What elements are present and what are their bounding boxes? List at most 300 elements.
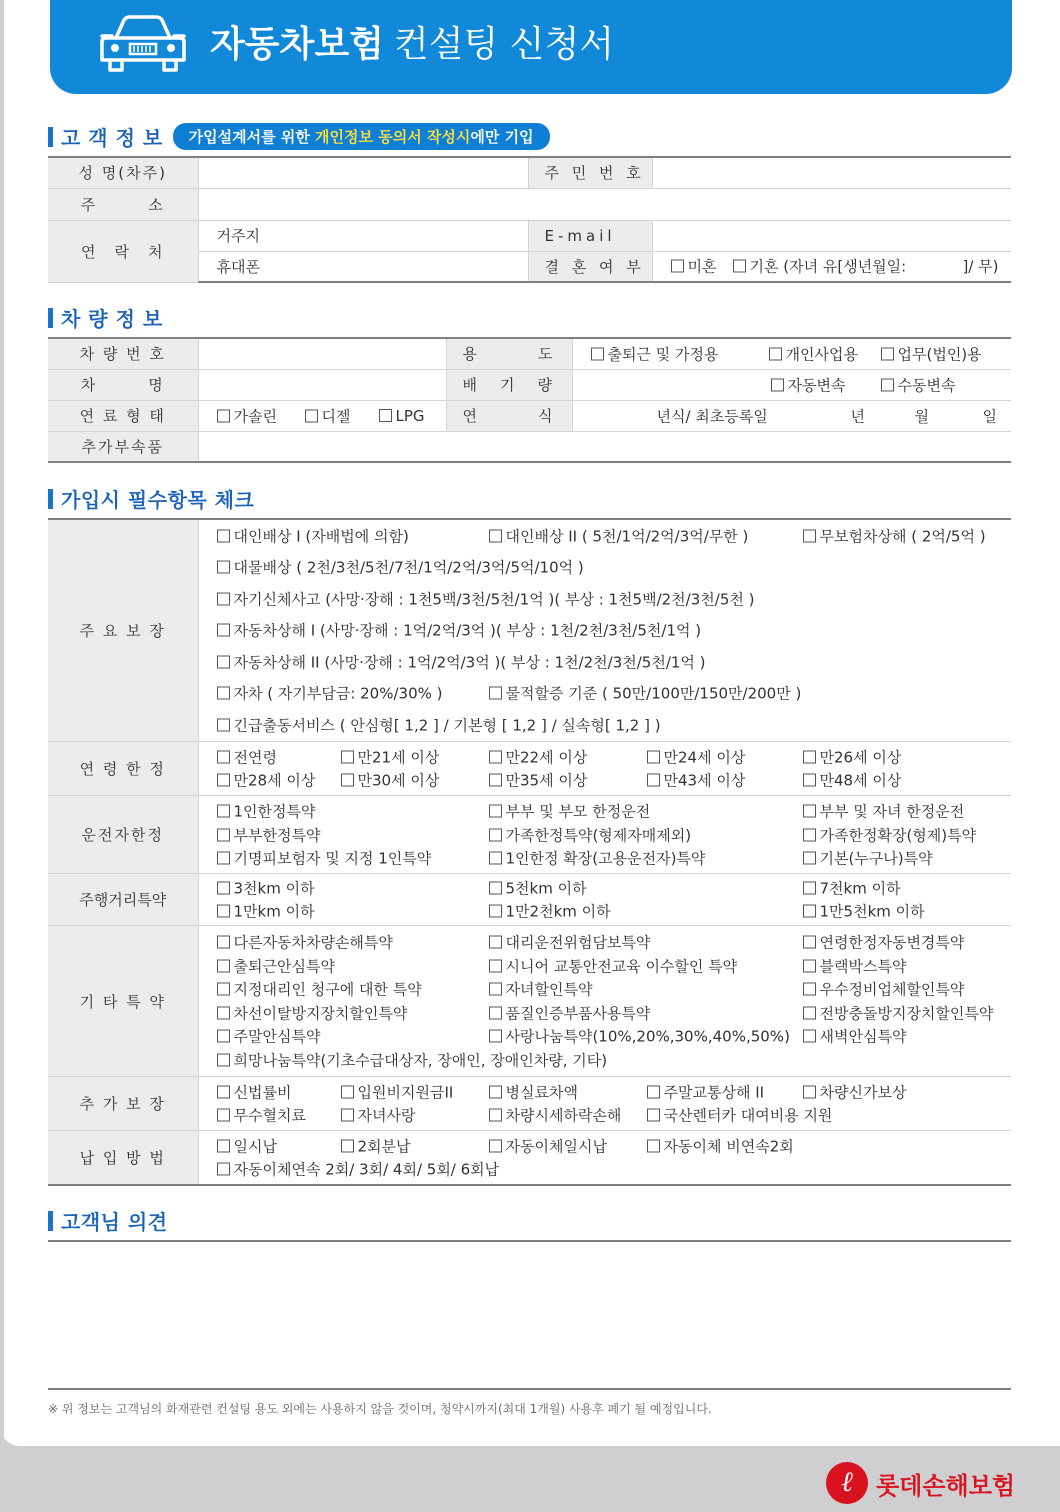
- badge-pre: 가입설계서를 위한: [188, 128, 316, 146]
- main-r5[interactable]: [217, 651, 706, 672]
- pay-a3-text: 자동이체일시납: [505, 1137, 607, 1155]
- main-r7[interactable]: [217, 714, 661, 735]
- fuel-gasoline-option[interactable]: [217, 405, 277, 426]
- vehicle-table: [48, 337, 1011, 463]
- checkbox[interactable]: [489, 983, 502, 996]
- checkbox[interactable]: [341, 750, 354, 763]
- name-field[interactable]: [198, 157, 528, 188]
- extra-a2-text: 입원비지원금II: [357, 1083, 454, 1102]
- title-bold: 자동차보험: [210, 24, 384, 65]
- checkbox[interactable]: [803, 959, 816, 972]
- checkbox[interactable]: [489, 1006, 502, 1019]
- checkbox[interactable]: [803, 529, 816, 542]
- other-d1-text: 차선이탈방지장치할인특약: [233, 1004, 408, 1023]
- mileage-label: 주행거리특약: [48, 874, 198, 926]
- checkbox[interactable]: [341, 1085, 354, 1098]
- mileage-b1-text: 1만km 이하: [233, 902, 315, 921]
- mileage-a2-text: 5천km 이하: [505, 879, 587, 898]
- extra-a4[interactable]: [647, 1081, 765, 1102]
- extra-b2-text: 자녀사랑: [357, 1106, 416, 1125]
- consent-badge: [173, 123, 550, 150]
- checkbox[interactable]: [881, 347, 894, 360]
- main-r7-text: 긴급출동서비스 ( 안심형[ 1,2 ] / 기본형 [ 1,2 ] / 실속형[ 1,2 ] ): [233, 716, 661, 734]
- section-marker: [48, 308, 53, 328]
- checkbox[interactable]: [803, 1006, 816, 1019]
- main-row-1: [217, 520, 1012, 551]
- extra-b1-text: 무수혈치료: [233, 1106, 306, 1125]
- model-label: 차 명: [48, 369, 198, 400]
- driver-c1-text: 기명피보험자 및 지정 1인특약: [233, 849, 432, 868]
- checkbox[interactable]: [489, 881, 502, 894]
- checkbox[interactable]: [217, 983, 230, 996]
- checkbox[interactable]: [217, 623, 230, 636]
- other-a3-text: 연령한정자동변경특약: [819, 933, 965, 952]
- payment-label: 납 입 방 법: [48, 1131, 198, 1185]
- other-c2[interactable]: [489, 979, 593, 1000]
- address-field[interactable]: [198, 188, 1011, 220]
- fuel-gasoline-text: 가솔린: [233, 407, 277, 425]
- checkbox[interactable]: [379, 409, 392, 422]
- driver-b2[interactable]: [489, 824, 692, 845]
- marital-options: [652, 251, 1011, 282]
- extra-options: [198, 1077, 1011, 1131]
- other-e1[interactable]: [217, 1026, 321, 1047]
- other-c3[interactable]: [803, 979, 965, 1000]
- section-vehicle-header: [48, 303, 163, 332]
- plate-label: 차 량 번 호: [48, 338, 198, 369]
- age-a4-text: 만24세 이상: [663, 748, 746, 767]
- email-label: E-mail: [528, 220, 652, 251]
- checkbox[interactable]: [217, 718, 230, 731]
- accessory-label: 추가부속품: [48, 431, 198, 462]
- other-e3[interactable]: [803, 1026, 907, 1047]
- checkbox[interactable]: [217, 905, 230, 918]
- checkbox[interactable]: [217, 805, 230, 818]
- section-title: 고 객 정 보: [61, 126, 163, 150]
- checkbox[interactable]: [647, 750, 660, 763]
- checkbox[interactable]: [489, 805, 502, 818]
- checkbox[interactable]: [591, 347, 604, 360]
- checkbox[interactable]: [803, 905, 816, 918]
- main-r1a[interactable]: [217, 525, 409, 546]
- other-a3[interactable]: [803, 932, 965, 953]
- checkbox[interactable]: [489, 774, 502, 787]
- section-opinion-header: [48, 1206, 168, 1235]
- checkbox[interactable]: [803, 936, 816, 949]
- header-banner: [50, 0, 1012, 94]
- main-r5-text: 자동차상해 II (사망·장해 : 1억/2억/3억 )( 부상 : 1천/2천/3천/5천/1억 ): [233, 653, 706, 671]
- extra-a4-text: 주말교통상해 II: [663, 1083, 765, 1102]
- home-phone-field[interactable]: [198, 220, 528, 251]
- main-r1b-text: 대인배상 II ( 5천/1억/2억/3억/무한 ): [505, 527, 749, 545]
- use-business-text: 개인사업용: [785, 345, 858, 364]
- checkbox[interactable]: [647, 1085, 660, 1098]
- other-f1[interactable]: [217, 1049, 608, 1070]
- age-b3[interactable]: [489, 770, 588, 791]
- checkbox[interactable]: [217, 592, 230, 605]
- checkbox[interactable]: [489, 959, 502, 972]
- checkbox[interactable]: [489, 1139, 502, 1152]
- pay-a4[interactable]: [647, 1135, 794, 1156]
- use-commute-option[interactable]: [591, 343, 719, 364]
- section-marker: [48, 1211, 53, 1231]
- auto-option[interactable]: [771, 374, 846, 395]
- checkbox[interactable]: [217, 1053, 230, 1066]
- main-coverage-options: [198, 519, 1011, 742]
- mobile-field[interactable]: [198, 251, 528, 282]
- brand-mark-icon: ℓ: [826, 1462, 868, 1504]
- checkbox[interactable]: [217, 1139, 230, 1152]
- section-marker: [48, 127, 53, 147]
- fuel-lpg-text: LPG: [395, 406, 425, 425]
- checkbox[interactable]: [341, 774, 354, 787]
- extra-label: 추 가 보 장: [48, 1077, 198, 1131]
- driver-c2-text: 1인한정 확장(고용운전자)특약: [505, 849, 706, 868]
- age-options: [198, 742, 1011, 796]
- fuel-diesel-text: 디젤: [321, 407, 351, 425]
- checkbox[interactable]: [217, 1006, 230, 1019]
- married-text: 기혼 (자녀 유[생년월일:: [749, 257, 907, 276]
- fuel-options: [198, 400, 446, 431]
- checkbox[interactable]: [489, 828, 502, 841]
- section-title: 가입시 필수항목 체크: [61, 488, 255, 512]
- checkbox[interactable]: [803, 828, 816, 841]
- age-b5-text: 만48세 이상: [819, 771, 902, 790]
- extra-a3-text: 병실료차액: [505, 1083, 578, 1102]
- checkbox[interactable]: [341, 1109, 354, 1122]
- rrn-field[interactable]: [652, 157, 1011, 188]
- main-row-6: [217, 677, 1012, 708]
- accessory-field[interactable]: [198, 431, 1011, 462]
- year-unit: 년: [850, 407, 865, 425]
- use-label: 용 도: [446, 338, 572, 369]
- address-label: 주 소: [48, 188, 198, 220]
- mobile-label: 휴대폰: [216, 257, 260, 276]
- other-c2-text: 자녀할인특약: [505, 980, 593, 999]
- checkbox[interactable]: [489, 852, 502, 865]
- cc-options[interactable]: [572, 369, 1011, 400]
- use-business-option[interactable]: [769, 343, 858, 364]
- main-r3-text: 자기신체사고 (사망·장해 : 1천5백/3천/5천/1억 )( 부상 : 1천5백/2천/3천/5천 ): [233, 590, 755, 608]
- other-e1-text: 주말안심특약: [233, 1027, 321, 1046]
- age-label: 연 령 한 정: [48, 742, 198, 796]
- marital-label: 결 혼 여 부: [528, 251, 652, 282]
- other-a2[interactable]: [489, 932, 651, 953]
- driver-b1-text: 부부한정특약: [233, 826, 321, 844]
- age-a1[interactable]: [217, 746, 277, 767]
- checkbox[interactable]: [803, 1085, 816, 1098]
- pay-a1[interactable]: [217, 1135, 277, 1156]
- extra-b4-text: 국산렌터카 대여비용 지원: [663, 1106, 833, 1125]
- extra-a2[interactable]: [341, 1081, 454, 1102]
- driver-a1-text: 1인한정특약: [233, 802, 316, 821]
- fuel-label: 연 료 형 태: [48, 400, 198, 431]
- checkbox[interactable]: [217, 881, 230, 894]
- mileage-a1-text: 3천km 이하: [233, 879, 315, 898]
- checkbox[interactable]: [217, 686, 230, 699]
- checkbox[interactable]: [217, 1085, 230, 1098]
- main-row-5: [217, 646, 1012, 677]
- other-e2[interactable]: [489, 1026, 790, 1047]
- other-b2[interactable]: [489, 955, 738, 976]
- other-e3-text: 새벽안심특약: [819, 1027, 907, 1046]
- fuel-lpg-option[interactable]: [379, 407, 425, 425]
- main-r3[interactable]: [217, 588, 755, 609]
- checkbox[interactable]: [803, 805, 816, 818]
- driver-b1[interactable]: [217, 824, 321, 845]
- checkbox[interactable]: [217, 1030, 230, 1043]
- main-row-3: [217, 583, 1012, 614]
- main-r6a[interactable]: [217, 682, 443, 703]
- other-options: [198, 926, 1011, 1077]
- checkbox[interactable]: [647, 1109, 660, 1122]
- single-option[interactable]: [671, 256, 717, 277]
- payment-options: [198, 1131, 1011, 1185]
- checkbox[interactable]: [733, 260, 746, 273]
- use-corporate-text: 업무(법인)용: [897, 345, 982, 364]
- checkbox[interactable]: [771, 378, 784, 391]
- age-b4[interactable]: [647, 770, 746, 791]
- checkbox[interactable]: [803, 774, 816, 787]
- age-a2-text: 만21세 이상: [357, 748, 440, 767]
- checkbox[interactable]: [803, 881, 816, 894]
- extra-a3[interactable]: [489, 1081, 578, 1102]
- extra-b2[interactable]: [341, 1105, 416, 1126]
- other-d2-text: 품질인증부품사용특약: [505, 1004, 651, 1023]
- other-e2-text: 사랑나눔특약(10%,20%,30%,40%,50%): [505, 1027, 790, 1046]
- cc-label: 배 기 량: [446, 369, 572, 400]
- checkbox[interactable]: [489, 936, 502, 949]
- other-b3[interactable]: [803, 955, 907, 976]
- contact-label: 연 락 처: [48, 220, 198, 282]
- pay-a2[interactable]: [341, 1135, 411, 1156]
- checkbox[interactable]: [769, 347, 782, 360]
- checkbox[interactable]: [489, 750, 502, 763]
- checkbox[interactable]: [489, 1030, 502, 1043]
- driver-c3[interactable]: [803, 848, 933, 869]
- fuel-diesel-option[interactable]: [305, 405, 351, 426]
- age-b5[interactable]: [803, 770, 902, 791]
- privacy-note: ※ 위 정보는 고객님의 화재관련 컨설팅 용도 외에는 사용하지 않을 것이며, 청약시까지(최대 1개월) 사용후 폐기 될 예정입니다.: [48, 1402, 712, 1416]
- main-r1c-text: 무보험차상해 ( 2억/5억 ): [819, 527, 986, 545]
- email-field[interactable]: [652, 220, 1011, 251]
- main-r1a-text: 대인배상 I (자배법에 의함): [233, 527, 409, 545]
- driver-b3[interactable]: [803, 824, 977, 845]
- model-field[interactable]: [198, 369, 446, 400]
- checkbox[interactable]: [341, 1139, 354, 1152]
- checkbox[interactable]: [217, 750, 230, 763]
- mileage-b3-text: 1만5천km 이하: [819, 902, 925, 921]
- checkbox[interactable]: [647, 774, 660, 787]
- other-c1[interactable]: [217, 979, 422, 1000]
- customer-table: [48, 156, 1011, 283]
- checkbox[interactable]: [489, 1085, 502, 1098]
- age-a2[interactable]: [341, 746, 440, 767]
- main-r2[interactable]: [217, 556, 584, 577]
- pay-b1[interactable]: [217, 1159, 500, 1180]
- plate-field[interactable]: [198, 338, 446, 369]
- other-d2[interactable]: [489, 1002, 651, 1023]
- main-r1b[interactable]: [489, 525, 749, 546]
- coverage-table: [48, 518, 1011, 1186]
- age-a3[interactable]: [489, 746, 588, 767]
- opinion-textarea[interactable]: [48, 1242, 1011, 1388]
- checkbox[interactable]: [671, 260, 684, 273]
- year-text: 년식/ 최초등록일: [656, 407, 768, 425]
- other-a2-text: 대리운전위험담보특약: [505, 933, 651, 952]
- main-r6b[interactable]: [489, 682, 802, 703]
- rrn-label: 주 민 번 호: [528, 157, 652, 188]
- age-b3-text: 만35세 이상: [505, 771, 588, 790]
- extra-a5-text: 차량신가보상: [819, 1083, 907, 1102]
- checkbox[interactable]: [489, 686, 502, 699]
- other-c3-text: 우수정비업체할인특약: [819, 980, 965, 999]
- use-corporate-option[interactable]: [881, 343, 982, 364]
- opinion-bottom-line: [48, 1388, 1011, 1390]
- manual-text: 수동변속: [897, 376, 956, 394]
- checkbox[interactable]: [217, 529, 230, 542]
- checkbox[interactable]: [217, 409, 230, 422]
- brand-logo: [826, 1462, 1015, 1504]
- checkbox[interactable]: [803, 750, 816, 763]
- auto-text: 자동변속: [787, 376, 846, 394]
- main-r4[interactable]: [217, 619, 702, 640]
- pay-b1-text: 자동이체연속 2회/ 3회/ 4회/ 5회/ 6회납: [233, 1160, 500, 1179]
- extra-a5[interactable]: [803, 1081, 907, 1102]
- checkbox[interactable]: [803, 1030, 816, 1043]
- checkbox[interactable]: [803, 852, 816, 865]
- driver-options: [198, 796, 1011, 874]
- single-text: 미혼: [687, 257, 717, 276]
- age-a5[interactable]: [803, 746, 902, 767]
- married-end: ]/ 무): [962, 257, 999, 276]
- other-d1[interactable]: [217, 1002, 408, 1023]
- age-a1-text: 전연령: [233, 748, 277, 767]
- year-field[interactable]: [572, 400, 1011, 431]
- other-a1-text: 다른자동차차량손해특약: [233, 933, 393, 952]
- age-b1[interactable]: [217, 770, 316, 791]
- use-options: [572, 338, 1011, 369]
- other-d3-text: 전방충돌방지장치할인특약: [819, 1004, 994, 1023]
- section-marker: [48, 489, 53, 509]
- main-r1c[interactable]: [803, 525, 986, 546]
- mileage-b2[interactable]: [489, 901, 611, 922]
- day-unit: 일: [982, 407, 997, 425]
- main-row-2: [217, 551, 1012, 582]
- main-r4-text: 자동차상해 I (사망·장해 : 1억/2억/3억 )( 부상 : 1천/2천/3천/5천/1억 ): [233, 621, 702, 639]
- section-title: 차 량 정 보: [61, 307, 163, 331]
- checkbox[interactable]: [217, 655, 230, 668]
- mileage-a2[interactable]: [489, 877, 587, 898]
- main-r6b-text: 물적할증 기준 ( 50만/100만/150만/200만 ): [505, 684, 802, 702]
- checkbox[interactable]: [217, 936, 230, 949]
- checkbox[interactable]: [217, 828, 230, 841]
- extra-b3[interactable]: [489, 1105, 622, 1126]
- age-b2[interactable]: [341, 770, 440, 791]
- pay-a1-text: 일시납: [233, 1137, 277, 1155]
- mileage-options: [198, 874, 1011, 926]
- extra-a1[interactable]: [217, 1081, 292, 1102]
- other-b2-text: 시니어 교통안전교육 이수할인 특약: [505, 957, 738, 976]
- checkbox[interactable]: [881, 378, 894, 391]
- checkbox[interactable]: [489, 1109, 502, 1122]
- driver-a3[interactable]: [803, 801, 965, 822]
- checkbox[interactable]: [647, 1139, 660, 1152]
- badge-highlight: 개인정보 동의서 작성시: [315, 128, 471, 146]
- brand-name: 롯데손해보험: [876, 1471, 1016, 1500]
- other-b1-text: 출퇴근안심특약: [233, 957, 335, 976]
- section-customer-header: [48, 122, 550, 151]
- month-unit: 월: [914, 407, 929, 425]
- age-a4[interactable]: [647, 746, 746, 767]
- other-d3[interactable]: [803, 1002, 994, 1023]
- section-required-header: [48, 484, 254, 513]
- title-rest: 컨설팅 신청서: [393, 24, 614, 65]
- age-b4-text: 만43세 이상: [663, 771, 746, 790]
- mileage-a1[interactable]: [217, 877, 315, 898]
- extra-b4[interactable]: [647, 1105, 833, 1126]
- other-label: 기 타 특 약: [48, 926, 198, 1077]
- mileage-a3[interactable]: [803, 877, 901, 898]
- section-title: 고객님 의견: [61, 1210, 168, 1234]
- form-title: [210, 16, 614, 67]
- name-label: 성 명(차주): [48, 157, 198, 188]
- main-coverage-label: 주 요 보 장: [48, 519, 198, 742]
- extra-b3-text: 차량시세하락손해: [505, 1106, 622, 1125]
- main-row-4: [217, 614, 1012, 645]
- mileage-b1[interactable]: [217, 901, 315, 922]
- checkbox[interactable]: [217, 1163, 230, 1176]
- extra-a1-text: 신법률비: [233, 1083, 292, 1102]
- married-option[interactable]: [733, 256, 907, 277]
- checkbox[interactable]: [305, 409, 318, 422]
- main-r6a-text: 자차 ( 자기부담금: 20%/30% ): [233, 684, 443, 702]
- other-b1[interactable]: [217, 955, 335, 976]
- driver-a2[interactable]: [489, 801, 651, 822]
- checkbox[interactable]: [217, 774, 230, 787]
- driver-a3-text: 부부 및 자녀 한정운전: [819, 802, 965, 821]
- main-row-7: [217, 709, 1012, 740]
- mileage-a3-text: 7천km 이하: [819, 879, 901, 898]
- manual-option[interactable]: [881, 374, 956, 395]
- checkbox[interactable]: [803, 983, 816, 996]
- pay-a2-text: 2회분납: [357, 1137, 411, 1155]
- driver-c1[interactable]: [217, 848, 432, 869]
- checkbox[interactable]: [217, 852, 230, 865]
- checkbox[interactable]: [489, 905, 502, 918]
- driver-b2-text: 가족한정특약(형제자매제외): [505, 826, 692, 844]
- checkbox[interactable]: [217, 1109, 230, 1122]
- home-phone-label: 거주지: [216, 227, 260, 245]
- checkbox[interactable]: [489, 529, 502, 542]
- sheet-edge: [0, 0, 4, 1446]
- other-b3-text: 블랙박스특약: [819, 957, 907, 976]
- pay-a3[interactable]: [489, 1135, 607, 1156]
- driver-c3-text: 기본(누구나)특약: [819, 849, 933, 868]
- driver-c2[interactable]: [489, 848, 706, 869]
- other-c1-text: 지정대리인 청구에 대한 특약: [233, 980, 422, 999]
- extra-b1[interactable]: [217, 1105, 306, 1126]
- year-label: 연 식: [446, 400, 572, 431]
- other-a1[interactable]: [217, 932, 393, 953]
- checkbox[interactable]: [217, 560, 230, 573]
- other-f1-text: 희망나눔특약(기초수급대상자, 장애인, 장애인차량, 기타): [233, 1051, 608, 1070]
- age-a3-text: 만22세 이상: [505, 748, 588, 767]
- pay-a4-text: 자동이체 비연속2회: [663, 1137, 794, 1155]
- mileage-b3[interactable]: [803, 901, 925, 922]
- checkbox[interactable]: [217, 959, 230, 972]
- driver-a1[interactable]: [217, 801, 316, 822]
